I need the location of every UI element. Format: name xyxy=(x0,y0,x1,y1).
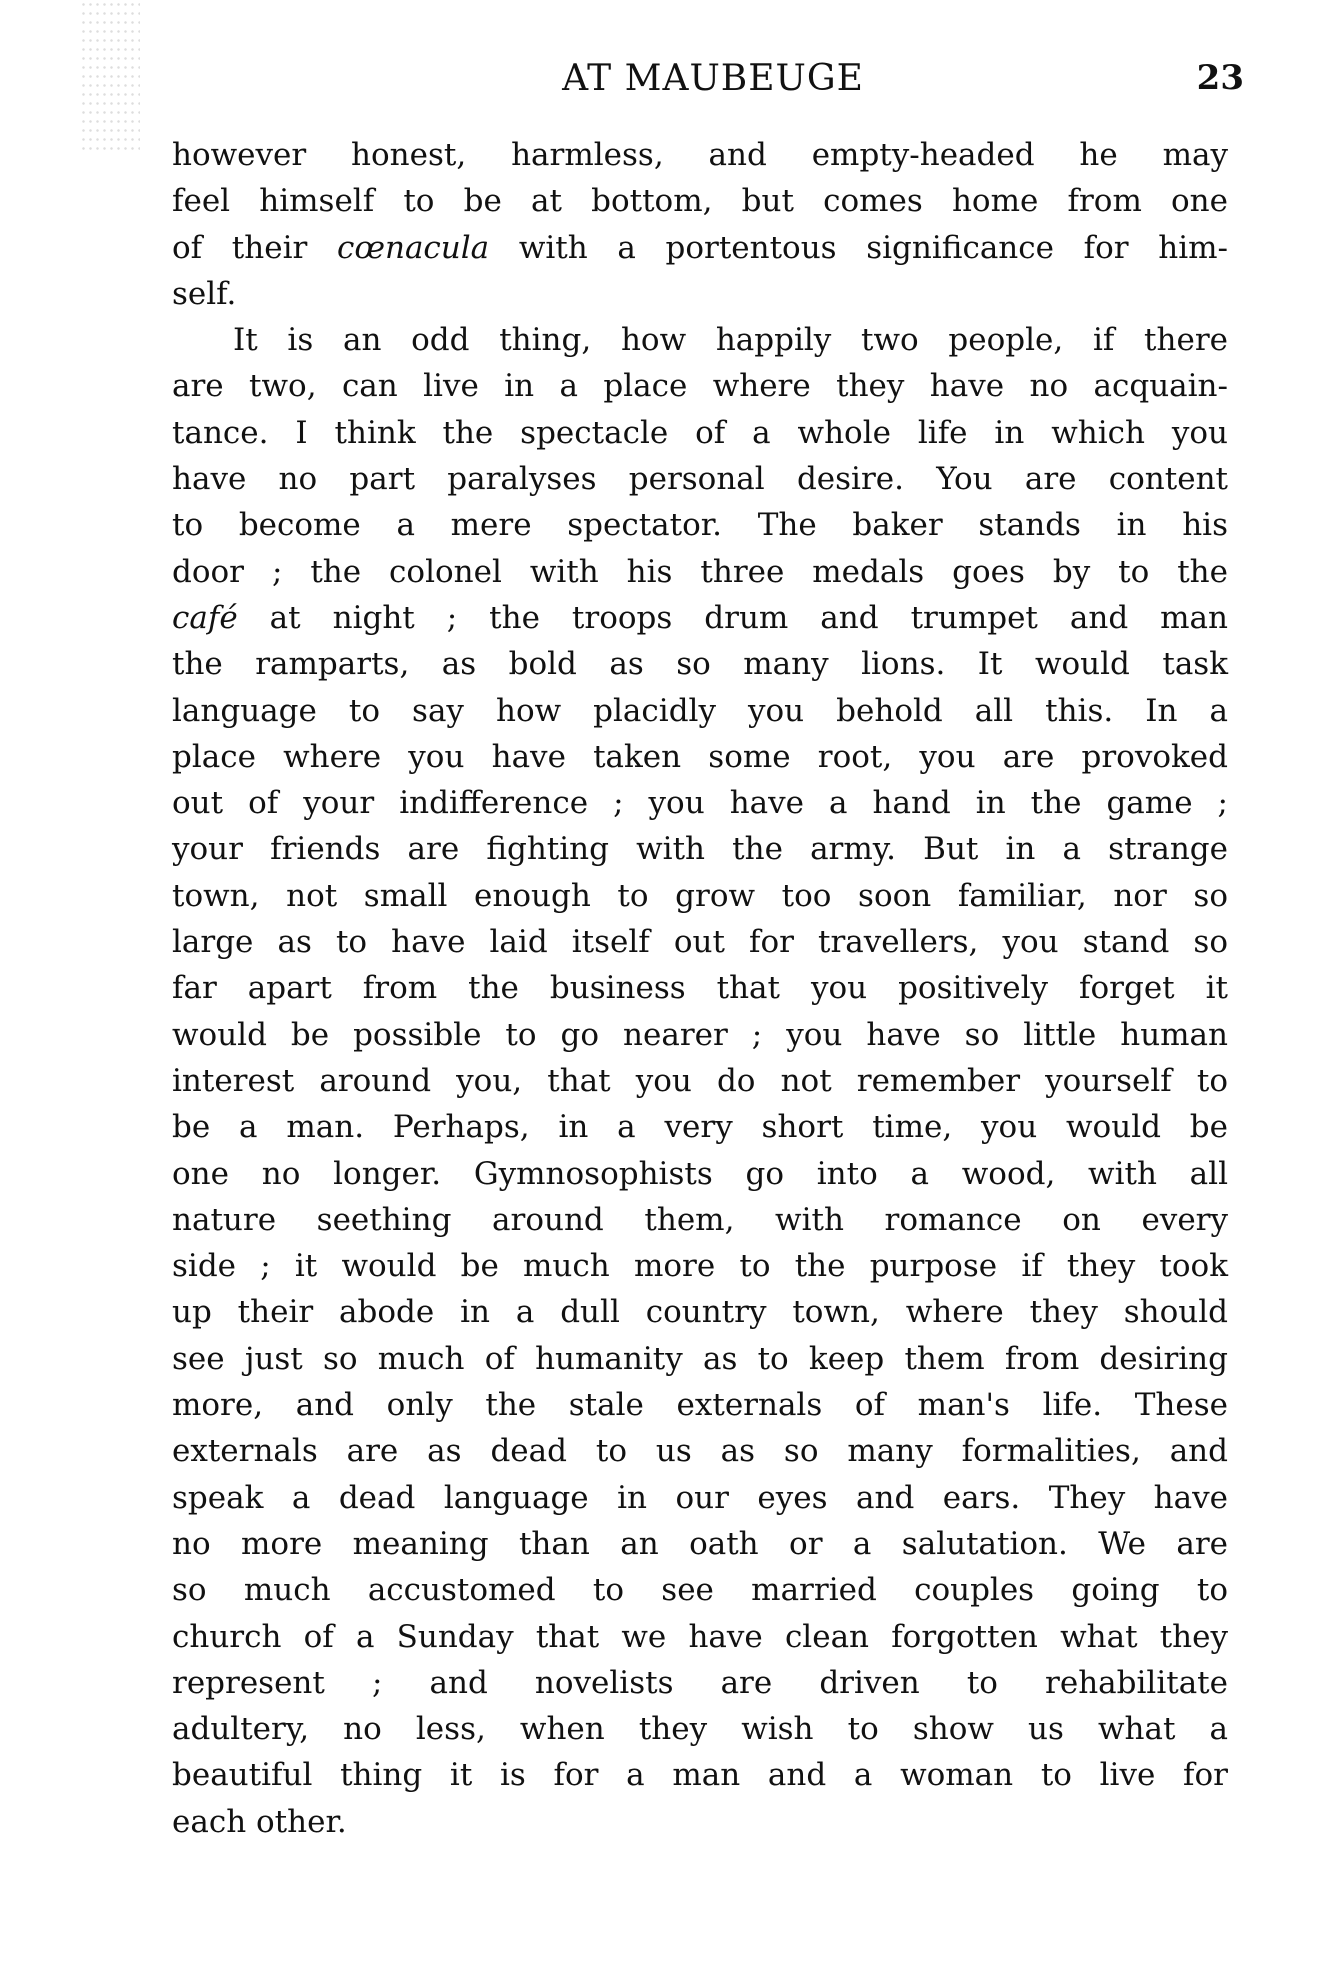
text-line: language to say how placidly you behold all this. In a xyxy=(172,692,1228,729)
running-header xyxy=(172,58,1244,108)
text-line: self. xyxy=(172,275,237,312)
text-line: see just so much of humanity as to keep them from desiring xyxy=(172,1340,1228,1377)
text-line: the ramparts, as bold as so many lions. It would task xyxy=(172,646,1228,683)
scan-artifact xyxy=(80,0,140,150)
body-text xyxy=(172,132,1228,1845)
text-line: It is an odd thing, how happily two people, if there xyxy=(233,322,1228,359)
text-line: of their cœnacula with a portentous significance for him- xyxy=(172,229,1228,266)
text-line: town, not small enough to grow too soon familiar, nor so xyxy=(172,877,1228,914)
text-line: represent ; and novelists are driven to rehabilitate xyxy=(172,1664,1228,1701)
running-title: AT MAUBEUGE xyxy=(562,58,864,99)
text-line: adultery, no less, when they wish to show us what a xyxy=(172,1711,1228,1748)
text-line: nature seething around them, with romance on every xyxy=(172,1201,1228,1238)
text-line: out of your indifference ; you have a hand in the game ; xyxy=(172,785,1228,822)
text-line: place where you have taken some root, you are provoked xyxy=(172,738,1228,775)
text-line: door ; the colonel with his three medals goes by to the xyxy=(172,553,1228,590)
text-line: far apart from the business that you positively forget it xyxy=(172,970,1228,1007)
text-line: so much accustomed to see married couples going to xyxy=(172,1572,1228,1609)
text-line: church of a Sunday that we have clean forgotten what they xyxy=(172,1618,1228,1655)
text-line: one no longer. Gymnosophists go into a wood, with all xyxy=(172,1155,1228,1192)
text-line: large as to have laid itself out for travellers, you stand so xyxy=(172,924,1228,961)
text-line: side ; it would be much more to the purpose if they took xyxy=(172,1248,1228,1285)
text-line: however honest, harmless, and empty-headed he may xyxy=(172,137,1228,173)
text-line: tance. I think the spectacle of a whole life in which you xyxy=(172,414,1228,451)
text-line: each other. xyxy=(172,1803,347,1840)
text-line: more, and only the stale externals of man's life. These xyxy=(172,1387,1228,1424)
text-line: be a man. Perhaps, in a very short time, you would be xyxy=(172,1109,1228,1146)
text-line: no more meaning than an oath or a salutation. We are xyxy=(172,1525,1228,1562)
text-line: beautiful thing it is for a man and a woman to live for xyxy=(172,1757,1228,1794)
page-number: 23 xyxy=(1196,58,1244,98)
text-line: have no part paralyses personal desire. You are content xyxy=(172,461,1228,498)
text-line: feel himself to be at bottom, but comes home from one xyxy=(172,183,1228,220)
text-line: speak a dead language in our eyes and ears. They have xyxy=(172,1479,1228,1516)
text-line: café at night ; the troops drum and trumpet and man xyxy=(172,599,1228,636)
text-line: externals are as dead to us as so many formalities, and xyxy=(172,1433,1228,1470)
text-line: up their abode in a dull country town, where they should xyxy=(172,1294,1228,1331)
text-line: interest around you, that you do not remember yourself to xyxy=(172,1062,1228,1099)
text-line: would be possible to go nearer ; you have so little human xyxy=(172,1016,1228,1053)
text-line: your friends are fighting with the army. But in a strange xyxy=(172,831,1228,868)
text-line: are two, can live in a place where they have no acquain- xyxy=(172,368,1228,405)
text-line: to become a mere spectator. The baker stands in his xyxy=(172,507,1228,544)
